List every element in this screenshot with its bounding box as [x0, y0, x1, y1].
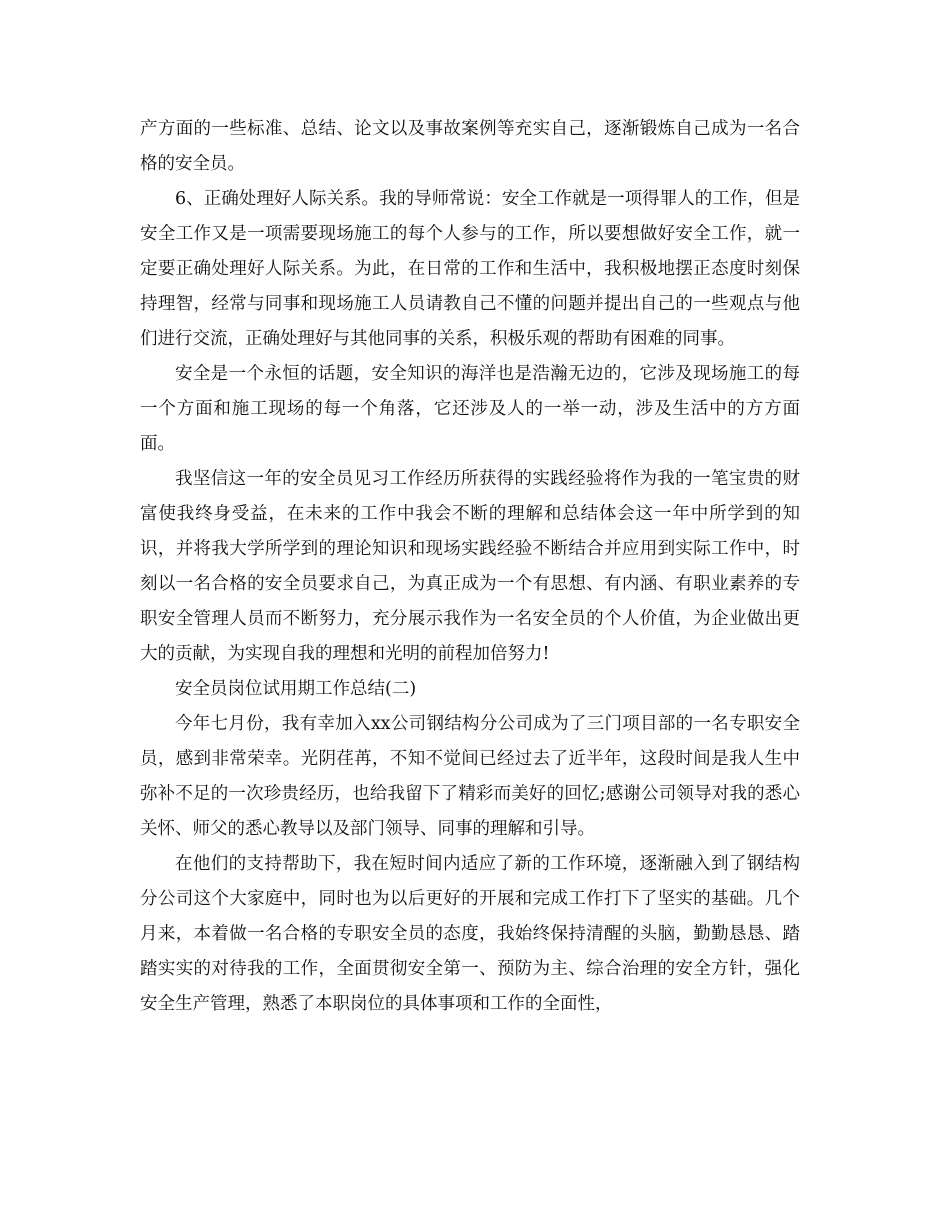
paragraph-introduction: 今年七月份，我有幸加入xx公司钢结构分公司成为了三门项目部的一名专职安全员，感到非常荣幸。光阴荏苒，不知不觉间已经过去了近半年，这段时间是我人生中弥补不足的一次珍贵经历，也给我留下了精彩而美好的回忆;感谢公司领导对我的悉心关怀、师父的悉心教导以及部门领导、同事的理解和引导。 — [140, 714, 800, 839]
paragraph-adaptation: 在他们的支持帮助下，我在短时间内适应了新的工作环境，逐渐融入到了钢结构分公司这个大家庭中，同时也为以后更好的开展和完成工作打下了坚实的基础。几个月来，本着做一名合格的专职安全员的态度，我始终保持清醒的头脑，勤勤恳恳、踏踏实实的对待我的工作，全面贯彻安全第一、预防为主、综合治理的安全方针，强化安全生产管理，熟悉了本职岗位的具体事项和工作的全面性， — [140, 854, 800, 1014]
paragraph-interpersonal-relations: 6、正确处理好人际关系。我的导师常说：安全工作就是一项得罪人的工作，但是安全工作又是一项需要现场施工的每个人参与的工作，所以要想做好安全工作，就一定要正确处理好人际关系。为此，在日常的工作和生活中，我积极地摆正态度时刻保持理智，经常与同事和现场施工人员请教自己不懂的问题并提出自己的一些观点与他们进行交流，正确处理好与其他同事的关系，积极乐观的帮助有困难的同事。 — [140, 189, 800, 349]
paragraph-continuation: 产方面的一些标准、总结、论文以及事故案例等充实自己，逐渐锻炼自己成为一名合格的安全员。 — [140, 119, 800, 174]
paragraph-conclusion: 我坚信这一年的安全员见习工作经历所获得的实践经验将作为我的一笔宝贵的财富使我终身受益，在未来的工作中我会不断的理解和总结体会这一年中所学到的知识，并将我大学所学到的理论知识和现场实践经验不断结合并应用到实际工作中，时刻以一名合格的安全员要求自己，为真正成为一个有思想、有内涵、有职业素养的专职安全管理人员而不断努力，充分展示我作为一名安全员的个人价值，为企业做出更大的贡献，为实现自我的理想和光明的前程加倍努力! — [140, 469, 800, 664]
paragraph-safety-topic: 安全是一个永恒的话题，安全知识的海洋也是浩瀚无边的，它涉及现场施工的每一个方面和施工现场的每一个角落，它还涉及人的一举一动，涉及生活中的方方面面。 — [140, 364, 800, 454]
document-body — [140, 112, 800, 1022]
section-title: 安全员岗位试用期工作总结(二) — [175, 679, 417, 699]
